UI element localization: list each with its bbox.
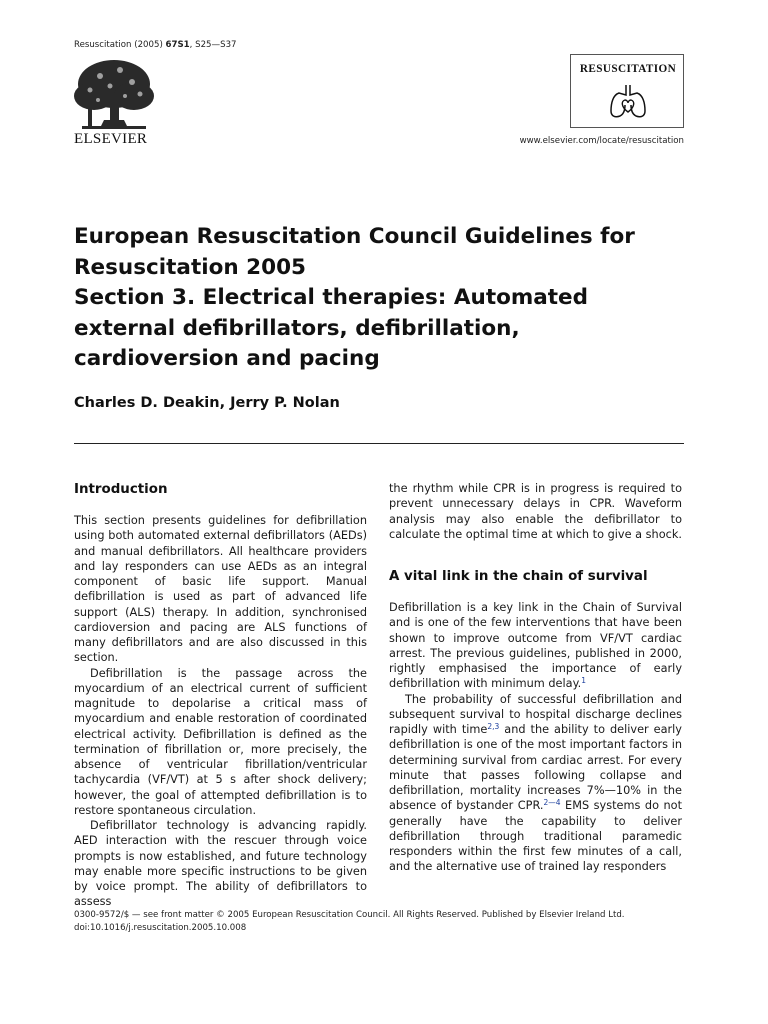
body-paragraph: Defibrillation is the passage across the myocardium of an electrical current of sufficient magnitude to depolarise a critical mass of myocardium and enable restoration of coordinated electrical activity. Defibrillation is defined as the termination of fibrillation or, more precisely, the absence of ventricular fibrillation/ventricular tachycardia (VF/VT) at 5 s after shock delivery; however, the goal of attempted defibrillation is to restore spontaneous circulation. (74, 666, 367, 817)
citation-pages: , S25—S37 (189, 40, 237, 50)
citation-text: Resuscitation (2005) (74, 40, 166, 50)
body-paragraph (389, 600, 682, 692)
paragraph-text: The probability of successful defibrillation and subsequent survival to hospital discharge declines rapidly with time (389, 692, 682, 736)
paragraph-text: Defibrillation is a key link in the Chain of Survival and is one of the few interventions that have been shown to improve outcome from VF/VT cardiac arrest. The previous guidelines, published in 2000, rightly emphasised the importance of early defibrillation with minimum delay. (389, 601, 682, 691)
body-paragraph: the rhythm while CPR is in progress is required to prevent unnecessary delays in CPR. Waveform analysis may also enable the defibrillator to calculate the optimal time at which to give a shock. (389, 482, 682, 541)
title-line: cardioversion and pacing (74, 346, 380, 371)
author-list: Charles D. Deakin, Jerry P. Nolan (74, 395, 340, 411)
citation-volume: 67S1 (165, 40, 190, 50)
paragraph-text: and the ability to deliver early defibrillation is one of the most important factors in determining survival from cardiac arrest. For every minute that passes following collapse and defibrillation, mortality increases 7%—10% in the absence of bystander CPR. (389, 723, 682, 813)
title-line: external defibrillators, defibrillation, (74, 315, 520, 341)
section-heading-chain-of-survival: A vital link in the chain of survival (389, 569, 648, 584)
reference-link[interactable]: 2—4 (543, 798, 561, 808)
journal-name: RESUSCITATION (579, 63, 677, 75)
copyright-line: 0300-9572/$ — see front matter © 2005 European Resuscitation Council. All Rights Reserved. Published by Elsevier Ireland Ltd. (74, 910, 625, 920)
title-line: Section 3. Electrical therapies: Automated (74, 285, 589, 310)
paragraph-text: EMS systems do not generally have the capability to deliver defibrillation through traditional paramedic responders within the first few minutes of a call, and the alternative use of trained lay responders (389, 799, 683, 874)
journal-logo-box (570, 54, 684, 128)
section-heading-introduction: Introduction (74, 482, 168, 497)
body-paragraph: This section presents guidelines for defibrillation using both automated external defibrillators (AEDs) and manual defibrillators. All healthcare providers and lay responders can use AEDs as an integral component of basic life support. Manual defibrillation is used as part of advanced life support (ALS) therapy. In addition, synchronised cardioversion and pacing are ALS functions of many defibrillators and are also discussed in this section. (74, 514, 367, 665)
header-divider (74, 443, 684, 444)
body-paragraph (389, 692, 682, 875)
title-line: Resuscitation 2005 (74, 254, 306, 280)
lungs-heart-icon (607, 81, 649, 121)
reference-link[interactable]: 1 (581, 676, 587, 686)
copyright-footer (74, 909, 625, 935)
reference-link[interactable]: 2,3 (487, 722, 500, 731)
publisher-name: ELSEVIER (74, 131, 148, 147)
article-title (74, 222, 694, 375)
left-column (74, 481, 367, 910)
doi-line[interactable]: doi:10.1016/j.resuscitation.2005.10.008 (74, 923, 247, 933)
journal-citation (74, 40, 237, 50)
body-paragraph: Defibrillator technology is advancing rapidly. AED interaction with the rescuer through voice prompts is now established, and future technology may enable more specific instructions to be given by voice prompt. The ability of defibrillators to assess (74, 819, 367, 909)
journal-url[interactable]: www.elsevier.com/locate/resuscitation (519, 136, 684, 146)
right-column (389, 481, 682, 875)
title-line: European Resuscitation Council Guidelines for (74, 224, 635, 249)
